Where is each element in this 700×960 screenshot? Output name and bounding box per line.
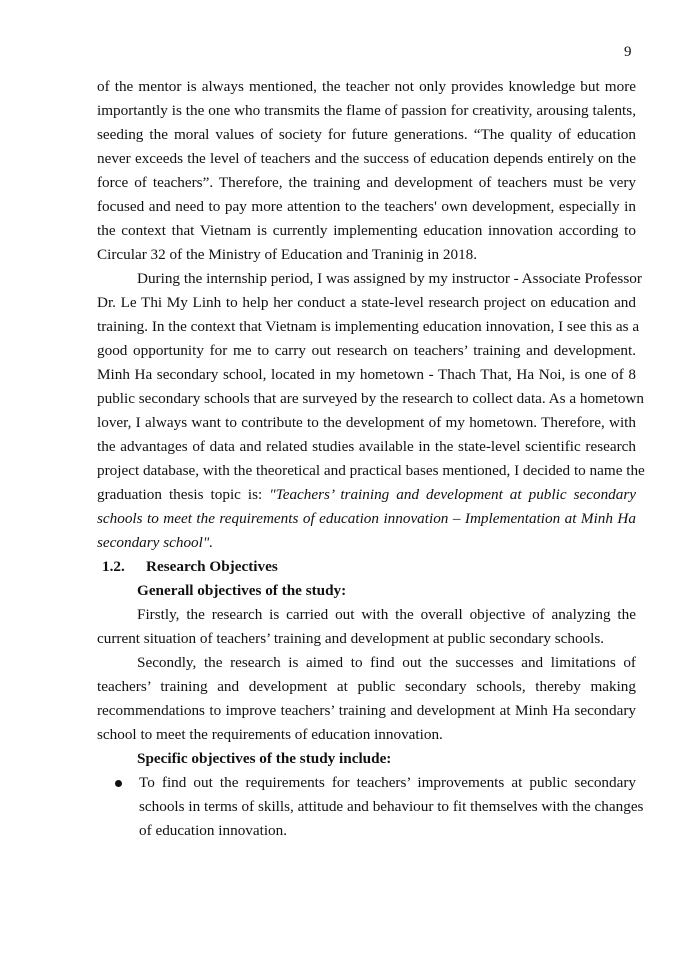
text-line (97, 675, 636, 699)
text-line (97, 459, 645, 483)
text: schools in terms of skills, attitude and behaviour to fit themselves with the changes (139, 798, 644, 815)
text-line (97, 483, 636, 507)
text: Circular 32 of the Ministry of Education and Traninig in 2018. (97, 246, 478, 263)
text-line (97, 219, 636, 243)
text-line (97, 387, 644, 411)
text-line (97, 171, 636, 195)
italic-text: "Teachers’ training and development at public secondary (269, 486, 636, 503)
text-line (97, 435, 636, 459)
text: the context that Vietnam is currently implementing education innovation according to (97, 222, 636, 239)
section-number: 1.2. (102, 558, 125, 575)
text: public secondary schools that are surveyed by the research to collect data. As a hometown (97, 390, 644, 407)
text: teachers’ training and development at public secondary schools, thereby making (97, 678, 636, 695)
text-line (97, 75, 636, 99)
text-line (97, 699, 636, 723)
text-line (97, 123, 636, 147)
text: of education innovation. (139, 822, 288, 839)
text: importantly is the one who transmits the flame of passion for creativity, arousing talents, (97, 102, 636, 119)
text: focused and need to pay more attention to the teachers' own development, especially in (97, 198, 636, 215)
text: graduation thesis topic is: (97, 486, 270, 503)
text-line (97, 315, 640, 339)
subheading: Specific objectives of the study include: (137, 750, 392, 767)
text: Dr. Le Thi My Linh to help her conduct a state-level research project on education and (97, 294, 636, 311)
text-line (97, 195, 636, 219)
text-line (97, 291, 636, 315)
text: project database, with the theoretical and practical bases mentioned, I decided to name the (97, 462, 645, 479)
text: lover, I always want to contribute to the development of my hometown. Therefore, with (97, 414, 636, 431)
text-line (97, 723, 636, 747)
text-line (97, 147, 636, 171)
text-line (97, 819, 636, 843)
paragraph (97, 267, 645, 555)
text: of the mentor is always mentioned, the teacher not only provides knowledge but more (97, 78, 636, 95)
text: never exceeds the level of teachers and the success of education depends entirely on the (97, 150, 636, 167)
text-line (97, 531, 636, 555)
text: current situation of teachers’ training and development at public secondary schools. (97, 630, 605, 647)
section-title: Research Objectives (146, 558, 278, 575)
text: To find out the requirements for teachers’ improvements at public secondary (139, 774, 636, 791)
document-body (97, 75, 645, 843)
text: force of teachers”. Therefore, the training and development of teachers must be very (97, 174, 636, 191)
page-number: 9 (624, 44, 632, 60)
text-line (97, 363, 636, 387)
text-line (97, 267, 642, 291)
text-line (97, 339, 636, 363)
text: During the internship period, I was assigned by my instructor - Associate Professor (137, 270, 642, 287)
subheading: Generall objectives of the study: (137, 582, 347, 599)
text-line (97, 507, 636, 531)
text: Minh Ha secondary school, located in my hometown - Thach That, Ha Noi, is one of 8 (97, 366, 636, 383)
text-line (97, 651, 636, 675)
text: the advantages of data and related studies available in the state-level scientific research (97, 438, 636, 455)
italic-text: secondary school". (97, 534, 214, 551)
paragraph (97, 603, 636, 651)
text: training. In the context that Vietnam is implementing education innovation, I see this as a (97, 318, 640, 335)
text-line (97, 99, 636, 123)
bullet-item (97, 771, 644, 843)
text-line (97, 771, 636, 795)
text-line (97, 795, 644, 819)
text-line (97, 603, 636, 627)
text: Secondly, the research is aimed to find out the successes and limitations of (137, 654, 636, 671)
text: recommendations to improve teachers’ training and development at Minh Ha secondary (97, 702, 636, 719)
text: seeding the moral values of society for future generations. “The quality of education (97, 126, 636, 143)
text: Firstly, the research is carried out with the overall objective of analyzing the (137, 606, 636, 623)
text-line (97, 243, 636, 267)
text: school to meet the requirements of education innovation. (97, 726, 443, 743)
bullet-icon (115, 780, 122, 787)
text: good opportunity for me to carry out research on teachers’ training and development. (97, 342, 636, 359)
section-heading (97, 555, 636, 579)
italic-text: schools to meet the requirements of education innovation – Implementation at Minh Ha (97, 510, 636, 527)
paragraph (97, 75, 636, 267)
paragraph (97, 651, 636, 747)
text-line (97, 627, 636, 651)
text-line (97, 411, 636, 435)
